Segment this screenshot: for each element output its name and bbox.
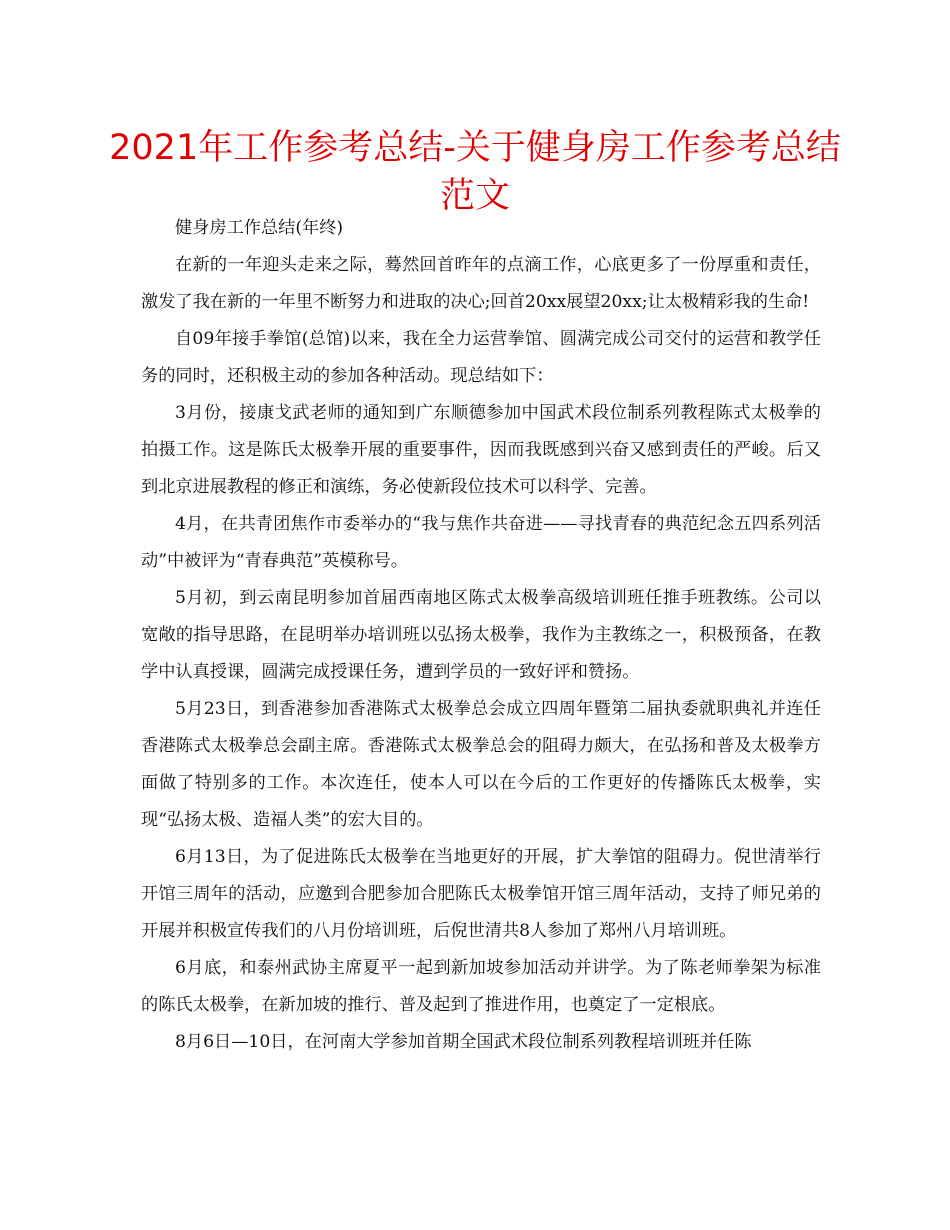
paragraph: 3月份，接康戈武老师的通知到广东顺德参加中国武术段位制系列教程陈式太极拳的拍摄工作。这是陈氏太极拳开展的重要事件，因而我既感到兴奋又感到责任的严峻。后又到北京进展教程的修正和演练，务必使新段位技术可以科学、完善。 <box>141 403 821 497</box>
paragraph: 4月，在共青团焦作市委举办的“我与焦作共奋进——寻找青春的典范纪念五四系列活动”中被评为“青春典范”英模称号。 <box>141 514 821 571</box>
paragraph: 6月13日，为了促进陈氏太极拳在当地更好的开展，扩大拳馆的阻碍力。倪世清举行开馆三周年的活动，应邀到合肥参加合肥陈氏太极拳馆开馆三周年活动，支持了师兄弟的开展并积极宣传我们的八月份培训班，后倪世清共8人参加了郑州八月培训班。 <box>141 847 821 941</box>
paragraph: 5月23日，到香港参加香港陈式太极拳总会成立四周年暨第二届执委就职典礼并连任香港陈式太极拳总会副主席。香港陈式太极拳总会的阻碍力颇大，在弘扬和普及太极拳方面做了特别多的工作。本次连任，使本人可以在今后的工作更好的传播陈氏太极拳，实现“弘扬太极、造福人类”的宏大目的。 <box>141 699 821 830</box>
paragraph: 自09年接手拳馆(总馆)以来，我在全力运营拳馆、圆满完成公司交付的运营和教学任务的同时，还积极主动的参加各种活动。现总结如下： <box>141 329 821 386</box>
document-subtitle: 健身房工作总结(年终) <box>175 218 344 238</box>
paragraph: 8月6日—10日，在河南大学参加首期全国武术段位制系列教程培训班并任陈 <box>175 1032 752 1052</box>
paragraph: 在新的一年迎头走来之际，蓦然回首昨年的点滴工作，心底更多了一份厚重和责任，激发了我在新的一年里不断努力和进取的决心;回首20xx展望20xx;让太极精彩我的生命! <box>141 255 821 312</box>
paragraph: 5月初，到云南昆明参加首届西南地区陈式太极拳高级培训班任推手班教练。公司以宽敞的指导思路，在昆明举办培训班以弘扬太极拳，我作为主教练之一，积极预备，在教学中认真授课，圆满完成授课任务，遭到学员的一致好评和赞扬。 <box>141 588 821 682</box>
document-body <box>141 209 821 1061</box>
document-title-line-1: 2021年工作参考总结-关于健身房工作参考总结 <box>109 128 841 168</box>
document-title-line-2: 范文 <box>439 176 510 216</box>
paragraph: 6月底，和泰州武协主席夏平一起到新加坡参加活动并讲学。为了陈老师拳架为标准的陈氏太极拳，在新加坡的推行、普及起到了推进作用，也奠定了一定根底。 <box>141 958 821 1015</box>
